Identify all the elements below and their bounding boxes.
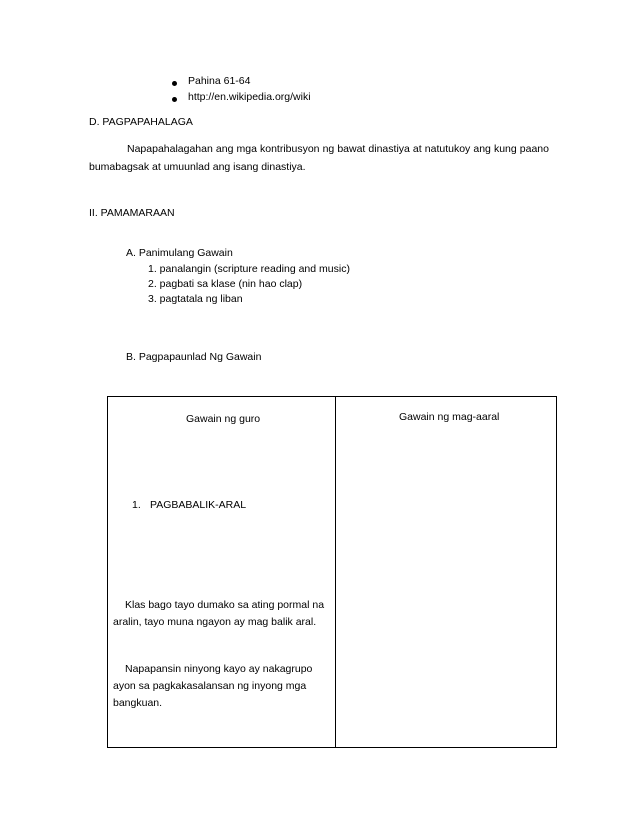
bullet-icon — [172, 81, 177, 86]
section-d-heading: D. PAGPAPAHALAGA — [89, 116, 193, 128]
list-item-number: 1. — [132, 499, 141, 511]
bullet-icon — [172, 97, 177, 102]
teacher-paragraph-1: Klas bago tayo dumako sa ating pormal na aralin, tayo muna ngayon ay mag balik aral. — [113, 599, 325, 628]
part-a-item-1: 1. panalangin (scripture reading and music) — [148, 263, 350, 275]
reference-url: http://en.wikipedia.org/wiki — [188, 91, 311, 103]
table-header-teacher: Gawain ng guro — [186, 413, 261, 425]
activity-table — [107, 396, 557, 748]
part-a-item-2: 2. pagbati sa klase (nin hao clap) — [148, 278, 303, 290]
reference-pages: Pahina 61-64 — [188, 75, 251, 87]
table-header-student: Gawain ng mag-aaral — [399, 411, 500, 423]
section-d-body: Napapahalagahan ang mga kontribusyon ng bawat dinastiya at natutukoy ang kung paano bumabagsak at umuunlad ang isang dinastiya. — [89, 143, 549, 173]
part-b-heading: B. Pagpapaunlad Ng Gawain — [126, 351, 262, 363]
part-a-heading: A. Panimulang Gawain — [126, 247, 233, 259]
teacher-paragraph-2: Napapansin ninyong kayo ay nakagrupo ayon sa pagkakasalansan ng inyong mga bangkuan. — [113, 663, 313, 709]
list-item-label: PAGBABALIK-ARAL — [150, 499, 247, 511]
table-column-divider — [335, 397, 336, 747]
part-a-item-3: 3. pagtatala ng liban — [148, 293, 243, 305]
section-ii-heading: II. PAMAMARAAN — [89, 207, 175, 219]
